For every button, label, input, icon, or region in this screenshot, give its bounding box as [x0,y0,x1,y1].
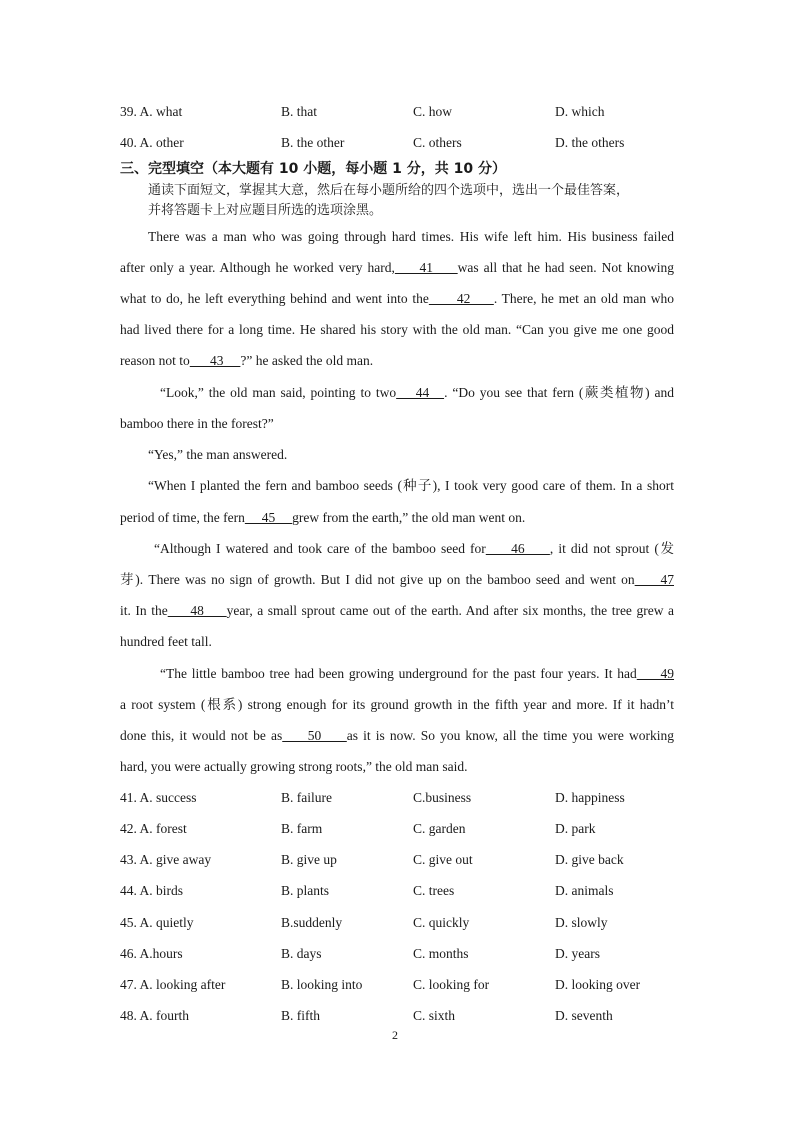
option-c: C. sixth [413,1008,456,1023]
option-a: 43. A. give away [120,852,212,867]
passage-line: after only a year. Although he worked very hard, 41 was all that he had seen. Not knowing [120,260,675,275]
passage-line: reason not to 43 ?” he asked the old man. [120,353,374,368]
option-b: B. looking into [281,977,363,992]
question-46-options [0,944,794,964]
page-number: 2 [392,1028,398,1042]
option-b: B. fifth [281,1008,320,1023]
option-b: B.suddenly [281,915,343,930]
option-d: D. the others [555,135,625,150]
passage-line: a root system (根系) strong enough for its ground growth in the fifth year and more. If it hadn’t [120,697,674,712]
question-45-options [0,913,794,933]
option-c: C. trees [413,883,455,898]
blank-46: 46 [485,541,550,556]
question-41-options [0,788,794,808]
blank-42: 42 [428,291,494,306]
option-d: D. slowly [555,915,608,930]
blank-41: 41 [394,260,458,275]
passage-line: “Yes,” the man answered. [148,447,288,462]
option-a: 47. A. looking after [120,977,226,992]
blank-50: 50 [282,728,347,743]
option-b: B. the other [281,135,345,150]
option-d: D. happiness [555,790,625,805]
option-a: 48. A. fourth [120,1008,189,1023]
blank-49: 49 [636,666,675,681]
blank-45: 45 [244,510,293,525]
option-c: C. give out [413,852,473,867]
passage-line: hard, you were actually growing strong roots,” the old man said. [120,759,468,774]
option-c: C. how [413,104,453,119]
question-47-options [0,975,794,995]
passage-line: “The little bamboo tree had been growing underground for the past four years. It had 49 [160,666,675,681]
option-b: B. give up [281,852,337,867]
question-48-options [0,1006,794,1026]
instruction-line-1: 通读下面短文，掌握其大意，然后在每小题所给的四个选项中，选出一个最佳答案， [148,183,630,198]
option-c: C. quickly [413,915,470,930]
option-a: 39. A. what [120,104,183,119]
blank-47: 47 [634,572,674,587]
section-heading: 三、完型填空（本大题有 10 小题，每小题 1 分，共 10 分） [120,161,506,177]
passage-line: There was a man who was going through hard times. His wife left him. His business failed [148,229,674,244]
instruction-line-2: 并将答题卡上对应题目所选的选项涂黑。 [148,203,383,218]
option-c: C. months [413,946,469,961]
passage-line: “When I planted the fern and bamboo seeds (种子), I took very good care of them. In a short [148,478,674,493]
passage-line: had lived there for a long time. He shared his story with the old man. “Can you give me one good [120,322,674,337]
option-d: D. give back [555,852,624,867]
question-39-options [0,102,794,122]
option-d: D. which [555,104,605,119]
question-42-options [0,819,794,839]
option-d: D. animals [555,883,614,898]
passage-line: 芽). There was no sign of growth. But I did not give up on the bamboo seed and went on 47 [120,572,674,587]
option-c: C. others [413,135,462,150]
option-a: 42. A. forest [120,821,187,836]
option-d: D. seventh [555,1008,613,1023]
question-40-options [0,133,794,153]
passage-line: it. In the 48 year, a small sprout came out of the earth. And after six months, the tree grew a [120,603,674,618]
option-c: C.business [413,790,472,805]
blank-48: 48 [167,603,227,618]
option-c: C. looking for [413,977,490,992]
passage-line: “Although I watered and took care of the bamboo seed for 46 , it did not sprout (发 [154,541,675,556]
option-a: 41. A. success [120,790,197,805]
option-b: B. that [281,104,317,119]
question-44-options [0,881,794,901]
option-b: B. plants [281,883,330,898]
blank-44: 44 [396,385,445,400]
passage-line: “Look,” the old man said, pointing to two 44 . “Do you see that fern (蕨类植物) and [160,385,674,400]
option-c: C. garden [413,821,466,836]
option-a: 44. A. birds [120,883,184,898]
option-a: 45. A. quietly [120,915,194,930]
option-b: B. farm [281,821,323,836]
passage-line: hundred feet tall. [120,634,212,649]
question-43-options [0,850,794,870]
option-b: B. days [281,946,322,961]
blank-43: 43 [189,353,241,368]
option-d: D. years [555,946,600,961]
option-d: D. park [555,821,596,836]
passage-line: what to do, he left everything behind and went into the 42 . There, he met an old man who [120,291,675,306]
option-b: B. failure [281,790,332,805]
option-a: 46. A.hours [120,946,183,961]
passage-line: bamboo there in the forest?” [120,416,274,431]
passage-line: done this, it would not be as 50 as it is now. So you know, all the time you were working [120,728,675,743]
passage-line: period of time, the fern 45 grew from the earth,” the old man went on. [120,510,526,525]
option-d: D. looking over [555,977,641,992]
option-a: 40. A. other [120,135,184,150]
